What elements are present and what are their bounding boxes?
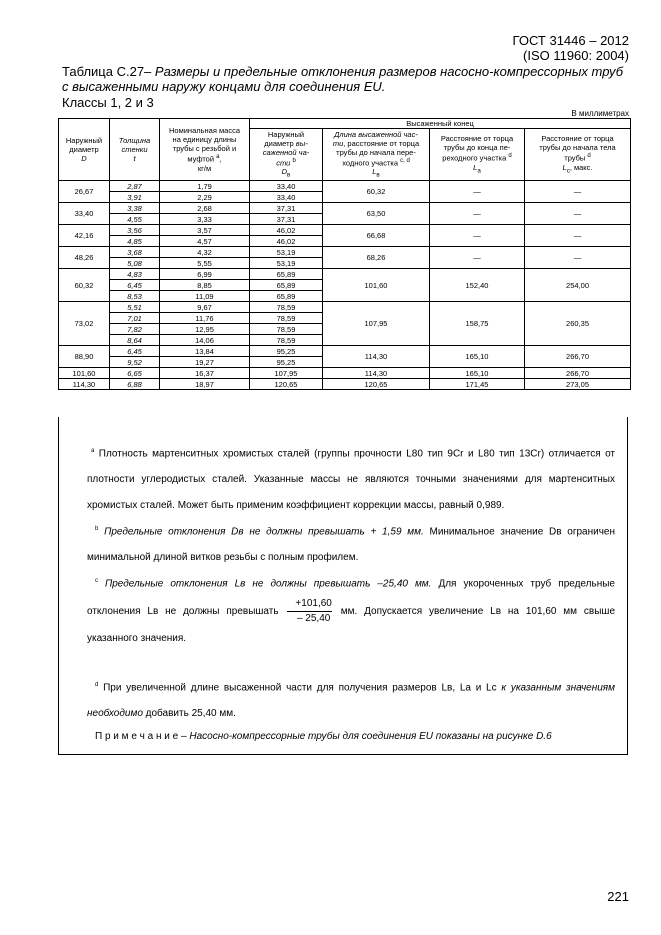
document-header xyxy=(513,33,629,63)
cell-upset-diameter: 65,89 xyxy=(250,280,323,291)
cell-transition-end: 158,75 xyxy=(430,302,525,346)
table-note: П р и м е ч а н и е – Насосно-компрессорные трубы для соединения EU показаны на рисунке D.6 xyxy=(95,731,552,742)
col-nominal-mass: Номинальная масса на единицу длины трубы с резьбой и муфтой $^a$, кг/м xyxy=(160,119,250,181)
cell-pipe-body-start: 273,05 xyxy=(525,379,631,390)
cell-transition-end: — xyxy=(430,181,525,203)
cell-nominal-mass: 5,55 xyxy=(160,258,250,269)
cell-transition-end: — xyxy=(430,203,525,225)
cell-outer-diameter: 48,26 xyxy=(59,247,110,269)
col-pipe-body-start: Расстояние от торца трубы до начала тела трубы $^d$ $L_с$, макс. xyxy=(525,129,631,181)
cell-upset-diameter: 95,25 xyxy=(250,357,323,368)
table-row xyxy=(59,203,631,214)
cell-upset-diameter: 78,59 xyxy=(250,335,323,346)
cell-wall-thickness: 6,45 xyxy=(110,280,160,291)
cell-upset-length: 66,68 xyxy=(323,225,430,247)
cell-transition-end: — xyxy=(430,225,525,247)
cell-upset-diameter: 95,25 xyxy=(250,346,323,357)
cell-upset-diameter: 46,02 xyxy=(250,225,323,236)
cell-transition-end: 165,10 xyxy=(430,368,525,379)
units-label: В миллиметрах xyxy=(571,109,629,118)
cell-nominal-mass: 12,95 xyxy=(160,324,250,335)
cell-wall-thickness: 4,85 xyxy=(110,236,160,247)
cell-upset-diameter: 65,89 xyxy=(250,269,323,280)
table-row xyxy=(59,269,631,280)
tolerance-fraction: $\frac{+101,60}{- 25,40}$ xyxy=(287,597,331,626)
cell-upset-diameter: 46,02 xyxy=(250,236,323,247)
table-row xyxy=(59,181,631,192)
col-transition-end: Расстояние от торца трубы до конца пе- реходного участка $^d$ $L_а$ xyxy=(430,129,525,181)
cell-nominal-mass: 11,09 xyxy=(160,291,250,302)
cell-upset-length: 107,95 xyxy=(323,302,430,346)
cell-upset-diameter: 78,59 xyxy=(250,302,323,313)
col-upset-length: Длина высаженной час- ти, расстояние от торца трубы до начала пере- ходного участка $^{c, d}$ $L_в$ xyxy=(323,129,430,181)
cell-wall-thickness: 7,82 xyxy=(110,324,160,335)
cell-nominal-mass: 4,32 xyxy=(160,247,250,258)
cell-upset-diameter: 107,95 xyxy=(250,368,323,379)
cell-nominal-mass: 1,79 xyxy=(160,181,250,192)
cell-nominal-mass: 3,33 xyxy=(160,214,250,225)
cell-outer-diameter: 33,40 xyxy=(59,203,110,225)
cell-upset-length: 68,26 xyxy=(323,247,430,269)
cell-pipe-body-start: — xyxy=(525,181,631,203)
cell-nominal-mass: 18,97 xyxy=(160,379,250,390)
cell-wall-thickness: 5,51 xyxy=(110,302,160,313)
footnote-b: $^b$ Предельные отклонения Dв не должны превышать + 1,59 мм. Минимальное значение Dв ограничен минимальной длиной витков резьбы с полным профилем. xyxy=(87,526,615,564)
cell-upset-diameter: 78,59 xyxy=(250,313,323,324)
standard-code: ГОСТ 31446 – 2012 xyxy=(512,33,629,48)
footnote-d: $^d$ При увеличенной длине высаженной части для получения размеров Lв, Lа и Lс к указанным значениям необходимо добавить 25,40 мм. xyxy=(87,682,615,720)
table-title-text: Размеры и предельные отклонения размеров насосно-компрессорных труб с высаженными наружу концами для соединения EU. xyxy=(62,64,624,94)
table-row xyxy=(59,379,631,390)
cell-upset-length: 101,60 xyxy=(323,269,430,302)
col-group-upset-end: Высаженный конец xyxy=(250,119,631,129)
cell-wall-thickness: 3,38 xyxy=(110,203,160,214)
cell-pipe-body-start: 266,70 xyxy=(525,368,631,379)
cell-transition-end: 152,40 xyxy=(430,269,525,302)
cell-upset-diameter: 33,40 xyxy=(250,192,323,203)
cell-outer-diameter: 73,02 xyxy=(59,302,110,346)
cell-upset-diameter: 33,40 xyxy=(250,181,323,192)
cell-transition-end: — xyxy=(430,247,525,269)
cell-nominal-mass: 9,67 xyxy=(160,302,250,313)
cell-upset-diameter: 65,89 xyxy=(250,291,323,302)
table-row xyxy=(59,302,631,313)
cell-wall-thickness: 5,08 xyxy=(110,258,160,269)
cell-nominal-mass: 16,37 xyxy=(160,368,250,379)
cell-wall-thickness: 6,45 xyxy=(110,346,160,357)
table-title xyxy=(62,64,632,94)
cell-outer-diameter: 114,30 xyxy=(59,379,110,390)
cell-nominal-mass: 2,29 xyxy=(160,192,250,203)
cell-nominal-mass: 19,27 xyxy=(160,357,250,368)
cell-upset-diameter: 53,19 xyxy=(250,247,323,258)
classes-label: Классы 1, 2 и 3 xyxy=(62,95,154,110)
cell-upset-diameter: 78,59 xyxy=(250,324,323,335)
footnote-c: $^c$ Предельные отклонения Lв не должны превышать –25,40 мм. Для укороченных труб предельные отклонения Lв не должны превышать $\frac{+101,60}{- 25,40}$ мм. Допускается увеличение Lв на 101,60 мм свыше указанного значения. xyxy=(87,578,616,645)
cell-wall-thickness: 8,53 xyxy=(110,291,160,302)
table-title-prefix: Таблица С.27– xyxy=(62,64,152,79)
cell-upset-diameter: 120,65 xyxy=(250,379,323,390)
cell-wall-thickness: 4,55 xyxy=(110,214,160,225)
footnotes-box xyxy=(58,417,628,755)
cell-nominal-mass: 11,76 xyxy=(160,313,250,324)
cell-nominal-mass: 13,84 xyxy=(160,346,250,357)
cell-nominal-mass: 2,68 xyxy=(160,203,250,214)
cell-upset-length: 114,30 xyxy=(323,346,430,368)
page-number: 221 xyxy=(607,889,629,904)
table-row xyxy=(59,225,631,236)
cell-outer-diameter: 101,60 xyxy=(59,368,110,379)
cell-wall-thickness: 9,52 xyxy=(110,357,160,368)
cell-wall-thickness: 4,83 xyxy=(110,269,160,280)
cell-wall-thickness: 6,88 xyxy=(110,379,160,390)
cell-transition-end: 171,45 xyxy=(430,379,525,390)
table-body xyxy=(59,181,631,390)
dimensions-table xyxy=(58,118,631,390)
cell-wall-thickness: 3,56 xyxy=(110,225,160,236)
cell-outer-diameter: 60,32 xyxy=(59,269,110,302)
cell-nominal-mass: 14,06 xyxy=(160,335,250,346)
table-row xyxy=(59,368,631,379)
cell-nominal-mass: 6,99 xyxy=(160,269,250,280)
cell-outer-diameter: 42,16 xyxy=(59,225,110,247)
col-upset-diameter: Наружный диаметр вы- саженной ча- сти $^b$ $D_в$ xyxy=(250,129,323,181)
cell-pipe-body-start: — xyxy=(525,203,631,225)
col-wall-thickness: Толщина стенки t xyxy=(110,119,160,181)
cell-outer-diameter: 26,67 xyxy=(59,181,110,203)
cell-wall-thickness: 7,01 xyxy=(110,313,160,324)
cell-pipe-body-start: 266,70 xyxy=(525,346,631,368)
cell-wall-thickness: 3,91 xyxy=(110,192,160,203)
cell-upset-length: 63,50 xyxy=(323,203,430,225)
table-row xyxy=(59,247,631,258)
cell-transition-end: 165,10 xyxy=(430,346,525,368)
footnote-a: $^a$ Плотность мартенситных хромистых сталей (группы прочности L80 тип 9Cr и L80 тип 13Cr) отличается от плотности углеродистых сталей. Указанные массы не являются точными значениями для мартенситных хромистых сталей. Может быть применим коэффициент коррекции массы, равный 0,989. xyxy=(87,448,615,512)
cell-nominal-mass: 8,85 xyxy=(160,280,250,291)
cell-outer-diameter: 88,90 xyxy=(59,346,110,368)
cell-pipe-body-start: — xyxy=(525,225,631,247)
cell-upset-length: 120,65 xyxy=(323,379,430,390)
cell-upset-length: 114,30 xyxy=(323,368,430,379)
cell-wall-thickness: 6,65 xyxy=(110,368,160,379)
cell-upset-diameter: 37,31 xyxy=(250,214,323,225)
cell-wall-thickness: 3,68 xyxy=(110,247,160,258)
cell-wall-thickness: 2,87 xyxy=(110,181,160,192)
cell-nominal-mass: 4,57 xyxy=(160,236,250,247)
cell-wall-thickness: 8,64 xyxy=(110,335,160,346)
cell-pipe-body-start: 254,00 xyxy=(525,269,631,302)
cell-upset-length: 60,32 xyxy=(323,181,430,203)
cell-pipe-body-start: 260,35 xyxy=(525,302,631,346)
cell-upset-diameter: 37,31 xyxy=(250,203,323,214)
iso-code: (ISO 11960: 2004) xyxy=(523,48,629,63)
table-row xyxy=(59,346,631,357)
col-outer-diameter: Наружный диаметр D xyxy=(59,119,110,181)
cell-nominal-mass: 3,57 xyxy=(160,225,250,236)
cell-upset-diameter: 53,19 xyxy=(250,258,323,269)
cell-pipe-body-start: — xyxy=(525,247,631,269)
